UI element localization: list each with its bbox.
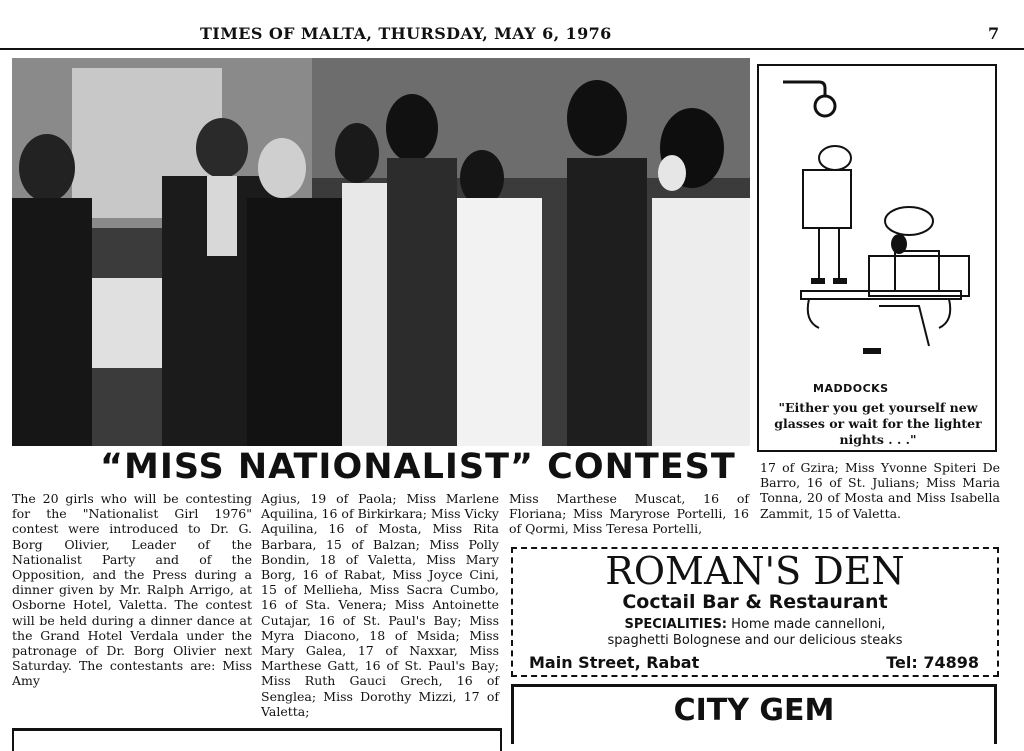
article-column-4 bbox=[760, 460, 1000, 521]
advert-address: Main Street, Rabat bbox=[529, 653, 700, 672]
cartoonist-signature: MADDOCKS bbox=[813, 382, 889, 395]
cartoon-panel bbox=[757, 64, 997, 452]
bottom-box-border bbox=[12, 728, 502, 751]
advert-title: ROMAN'S DEN bbox=[605, 549, 905, 593]
specialities-label: SPECIALITIES: bbox=[624, 617, 728, 632]
article-column-3 bbox=[509, 491, 749, 537]
advert-specialities bbox=[513, 617, 997, 632]
page-header bbox=[0, 22, 1024, 48]
article-text-1: The 20 girls who will be contesting for the "Nationalist Girl 1976" contest were introduced to Dr. G. Borg Olivier, Leader of the Nationalist Party and of the Opposition, and the Press during a dinner given by Mr. Ralph Arrigo, at Osborne Hotel, Valetta. The contest will be held during a dinner dance at the Grand Hotel Verdala under the patronage of Dr. Borg Olivier next Saturday. The contestants are: Miss Amy bbox=[12, 491, 252, 689]
news-photograph bbox=[12, 58, 750, 446]
advert-subtitle: Coctail Bar & Restaurant bbox=[622, 591, 888, 613]
cartoon-caption: "Either you get yourself new glasses or wait for the lighter nights . . ." bbox=[774, 400, 982, 447]
specialities-line-1: Home made cannelloni, bbox=[731, 617, 886, 632]
article-column-2 bbox=[261, 491, 499, 719]
header-rule bbox=[0, 48, 1024, 50]
advert-romans-den bbox=[511, 547, 999, 677]
advert-telephone: Tel: 74898 bbox=[886, 653, 979, 672]
specialities-line-2: spaghetti Bolognese and our delicious steaks bbox=[607, 633, 903, 648]
article-text-2: Agius, 19 of Paola; Miss Marlene Aquilina, 16 of Birkirkara; Miss Vicky Aquilina, 16 of Mosta, Miss Rita Barbara, 15 of Balzan; Miss Polly Bondin, 18 of Valetta, Miss Mary Borg, 16 of Rabat, Miss Joyce Cini, 15 of Mellieha, Miss Sacra Cumbo, 16 of Sta. Venera; Miss Antoinette Cutajar, 16 of St. Paul's Bay; Miss Myra Diacono, 18 of Msida; Miss Mary Galea, 17 of Naxxar, Miss Marthese Gatt, 16 of St. Paul's Bay; Miss Ruth Gauci Grech, 16 of Senglea; Miss Dorothy Mizzi, 17 of Valetta; bbox=[261, 491, 499, 719]
article-text-4: 17 of Gzira; Miss Yvonne Spiteri De Barro, 16 of St. Julians; Miss Maria Tonna, 20 of Mosta and Miss Isabella Zammit, 15 of Valetta. bbox=[760, 460, 1000, 521]
photograph-image bbox=[12, 58, 750, 446]
advert-city-gem bbox=[511, 684, 997, 744]
article-text-3: Miss Marthese Muscat, 16 of Floriana; Miss Maryrose Portelli, 16 of Qormi, Miss Teresa Portelli, bbox=[509, 491, 749, 537]
article-column-1 bbox=[12, 491, 252, 689]
cartoon-drawing bbox=[759, 66, 995, 376]
article-headline: “MISS NATIONALIST” CONTEST bbox=[100, 447, 736, 487]
advert-title: CITY GEM bbox=[673, 693, 835, 728]
page-number: 7 bbox=[988, 24, 1000, 43]
masthead: TIMES OF MALTA, THURSDAY, MAY 6, 1976 bbox=[200, 24, 612, 43]
